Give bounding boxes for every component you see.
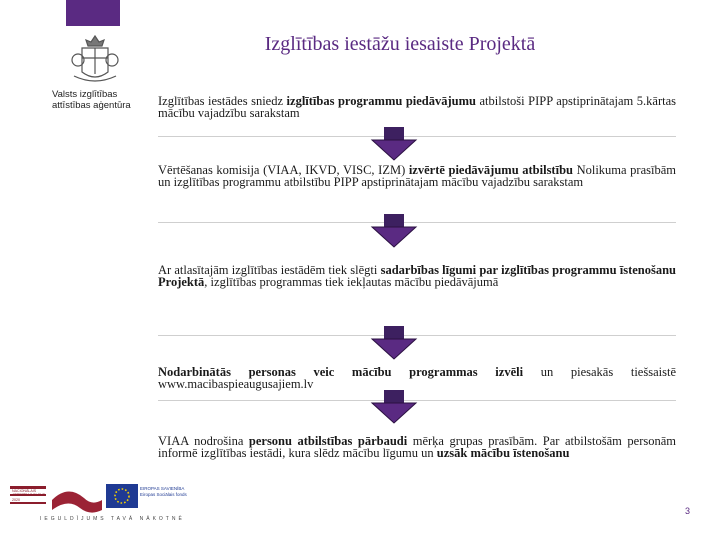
- step-2-text: [158, 164, 676, 188]
- step-phrase: Nolikuma prasībām un izglītības programmu atbilstību PIPP apstiprinātajam mācību vajadzību sarakstam: [158, 163, 676, 189]
- down-arrow-icon: [370, 326, 418, 360]
- step-phrase: atbilstoši PIPP apstiprinātajam 5.kārtas mācību vajadzību sarakstam: [158, 94, 676, 120]
- step-phrase: , izglītības programmas tiek iekļautas mācību piedāvājumā: [204, 275, 499, 289]
- step-5-text: [158, 435, 676, 459]
- step-1-text: [158, 95, 676, 119]
- highlighted-phrase: personu atbilstības pārbaudi: [248, 434, 408, 448]
- eu-flag-icon: [106, 484, 138, 508]
- page-title: Izglītības iestāžu iesaiste Projektā: [264, 33, 536, 55]
- step-phrase: VIAA nodrošina: [158, 434, 249, 448]
- down-arrow-icon: [370, 127, 418, 161]
- down-arrow-icon: [370, 390, 418, 424]
- step-phrase: Vērtēšanas komisija (VIAA, IKVD, VISC, IZM): [158, 163, 409, 177]
- latvia-100-icon: [52, 491, 102, 512]
- down-arrow-icon: [370, 214, 418, 248]
- step-phrase: un piesakās tiešsaistē www.macibaspieaugusajiem.lv: [158, 365, 676, 391]
- highlighted-phrase: izvērtē piedāvājumu atbilstību: [408, 163, 573, 177]
- highlighted-phrase: Nodarbinātās personas veic mācību programmas izvēli: [158, 365, 524, 379]
- step-phrase: mērķa grupas prasībām. Par atbilstošām personām informē izglītības iestādi, kura slēdz mācību līgumu un: [158, 434, 676, 460]
- nap-2020-label: NACIONĀLAIS ATTĪSTĪBAS PLĀNS 2020: [12, 489, 46, 502]
- eu-fund-label: EIROPAS SAVIENĪBA Eiropas Sociālais fonds: [140, 486, 187, 497]
- footer-motto: IEGULDĪJUMS TAVĀ NĀKOTNĒ: [40, 516, 185, 522]
- highlighted-phrase: izglītības programmu piedāvājumu: [286, 94, 476, 108]
- highlighted-phrase: uzsāk mācību īstenošanu: [436, 446, 570, 460]
- page-number: 3: [684, 506, 690, 516]
- step-4-text: [158, 366, 676, 390]
- highlighted-phrase: sadarbības līgumi par izglītības programmu īstenošanu Projektā: [158, 263, 676, 289]
- agency-name: Valsts izglītības attīstības aģentūra: [52, 89, 131, 111]
- step-3-text: [158, 264, 676, 288]
- step-phrase: Izglītības iestādes sniedz: [158, 94, 287, 108]
- header-accent-bar: [66, 0, 120, 26]
- step-phrase: Ar atlasītajām izglītības iestādēm tiek slēgti: [158, 263, 381, 277]
